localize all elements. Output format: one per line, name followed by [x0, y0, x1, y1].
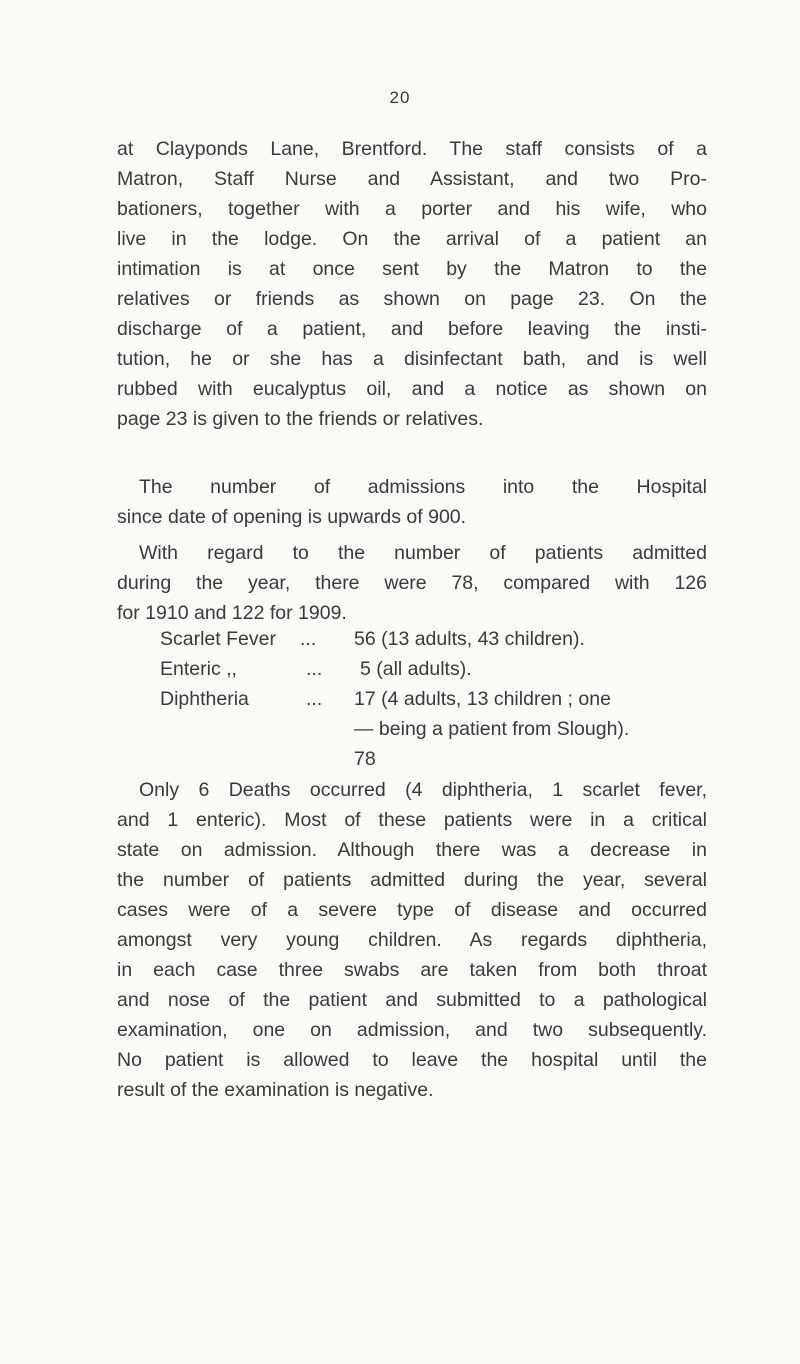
text-line: result of the examination is negative.: [117, 1079, 434, 1101]
text-line: With regard to the number of patients admitted: [139, 542, 707, 564]
disease-name: Enteric ,,: [160, 658, 237, 680]
text-line: intimation is at once sent by the Matron to the: [117, 258, 707, 280]
leader-dots: ...: [300, 628, 317, 650]
admissions-table: [160, 624, 720, 774]
text-line: amongst very young children. As regards diphtheria,: [117, 929, 707, 951]
text-line: since date of opening is upwards of 900.: [117, 506, 467, 528]
table-row: [160, 714, 720, 744]
disease-name: Scarlet Fever: [160, 628, 276, 650]
leader-dots: ...: [306, 688, 323, 710]
text-line: the number of patients admitted during the year, several: [117, 869, 707, 891]
text-line: page 23 is given to the friends or relatives.: [117, 408, 484, 430]
admissions-count: 56 (13 adults, 43 children).: [354, 628, 585, 650]
text-line: live in the lodge. On the arrival of a patient an: [117, 228, 707, 250]
table-row: [160, 624, 720, 654]
table-row: [160, 684, 720, 714]
page-number: 20: [389, 88, 411, 107]
text-line: cases were of a severe type of disease and occurred: [117, 899, 707, 921]
text-line: discharge of a patient, and before leaving the insti-: [117, 318, 707, 340]
text-line: during the year, there were 78, compared with 126: [117, 572, 707, 594]
admissions-total: 78: [354, 748, 376, 770]
text-line: bationers, together with a porter and his wife, who: [117, 198, 707, 220]
text-line: Only 6 Deaths occurred (4 diphtheria, 1 scarlet fever,: [139, 779, 707, 801]
admissions-count: 5 (all adults).: [360, 658, 472, 680]
leader-dots: ...: [306, 658, 323, 680]
text-line: for 1910 and 122 for 1909.: [117, 602, 347, 624]
paragraph-deaths: [117, 775, 707, 1105]
table-row-total: [160, 744, 720, 774]
text-line: No patient is allowed to leave the hospital until the: [117, 1049, 707, 1071]
table-row: [160, 654, 720, 684]
text-line: rubbed with eucalyptus oil, and a notice as shown on: [117, 378, 707, 400]
paragraph-admissions-total: [117, 472, 707, 532]
text-line: tution, he or she has a disinfectant bath, and is well: [117, 348, 707, 370]
text-line: Matron, Staff Nurse and Assistant, and two Pro-: [117, 168, 707, 190]
text-line: state on admission. Although there was a decrease in: [117, 839, 707, 861]
disease-name: Diphtheria: [160, 688, 249, 710]
text-line: at Clayponds Lane, Brentford. The staff consists of a: [117, 138, 707, 160]
text-line: examination, one on admission, and two subsequently.: [117, 1019, 707, 1041]
admissions-count: 17 (4 adults, 13 children ; one: [354, 688, 611, 710]
paragraph-clayponds: [117, 134, 707, 434]
text-line: in each case three swabs are taken from both throat: [117, 959, 707, 981]
text-line: relatives or friends as shown on page 23. On the: [117, 288, 707, 310]
admissions-count: — being a patient from Slough).: [354, 718, 630, 740]
text-line: and nose of the patient and submitted to a pathological: [117, 989, 707, 1011]
paragraph-admissions-year: [117, 538, 707, 628]
text-line: and 1 enteric). Most of these patients were in a critical: [117, 809, 707, 831]
text-line: The number of admissions into the Hospital: [139, 476, 707, 498]
